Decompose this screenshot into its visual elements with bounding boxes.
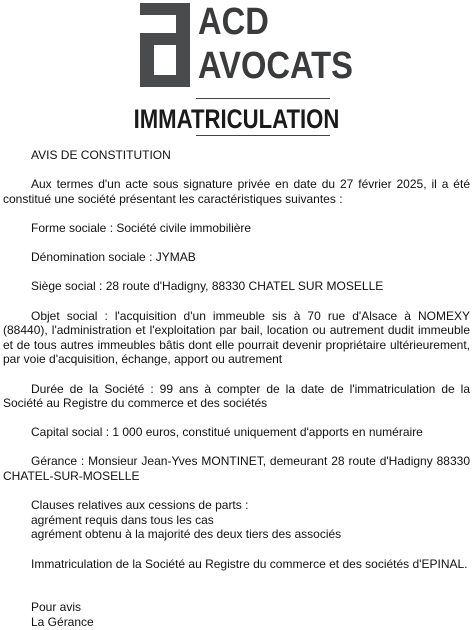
duree-societe: Durée de la Société : 99 ans à compter de la date de l'immatriculation de la Société au Registre du commerce et des sociétés bbox=[3, 381, 470, 411]
objet-social: Objet social : l'acquisition d'un immeuble sis à 70 rue d'Alsace à NOMEXY (88440), l'administration et l'exploitation par bail, location ou autrement dudit immeuble et de tous autres immeubles bâtis dont elle pourrait devenir propriétaire ultérieurement, par voie d'acquisition, échange, apport ou autrement bbox=[3, 308, 470, 367]
closing-gerance: La Gérance bbox=[31, 615, 94, 629]
logo-text-avocats: AVOCATS bbox=[198, 45, 353, 87]
spacer bbox=[3, 586, 470, 601]
forme-sociale: Forme sociale : Société civile immobilière bbox=[31, 220, 252, 235]
acd-logo-mark-icon bbox=[140, 3, 190, 87]
clauses-title: Clauses relatives aux cessions de parts : bbox=[31, 498, 249, 513]
title-rule-bottom bbox=[196, 135, 330, 136]
closing-block bbox=[3, 600, 470, 629]
header bbox=[0, 0, 473, 140]
closing-pour-avis: Pour avis bbox=[31, 600, 82, 615]
section-title bbox=[0, 104, 473, 134]
clauses-line-2: agrément obtenu à la majorité des deux tiers des associés bbox=[31, 527, 342, 542]
immatriculation-text: Immatriculation de la Société au Registre du commerce et des sociétés d'EPINAL. bbox=[31, 556, 468, 571]
notice-heading: AVIS DE CONSTITUTION bbox=[31, 148, 171, 162]
notice-intro: Aux termes d'un acte sous signature privée en date du 27 février 2025, il a été constitué une société présentant les caractéristiques suivantes : bbox=[3, 177, 470, 206]
clauses-line-1: agrément requis dans tous les cas bbox=[31, 512, 214, 527]
capital-social: Capital social : 1 000 euros, constitué uniquement d'apports en numéraire bbox=[31, 425, 423, 440]
notice-body bbox=[3, 148, 470, 630]
clauses-block bbox=[3, 498, 470, 542]
title-rule-top bbox=[196, 98, 330, 99]
logo-text-acd: ACD bbox=[198, 1, 269, 43]
denomination-sociale: Dénomination sociale : JYMAB bbox=[31, 250, 196, 265]
gerance: Gérance : Monsieur Jean-Yves MONTINET, demeurant 28 route d'Hadigny 88330 CHATEL-SUR-MOSELLE bbox=[3, 454, 470, 484]
section-title-text: IMMATRICULATION bbox=[133, 104, 340, 134]
siege-social: Siège social : 28 route d'Hadigny, 88330 CHATEL SUR MOSELLE bbox=[31, 279, 384, 294]
